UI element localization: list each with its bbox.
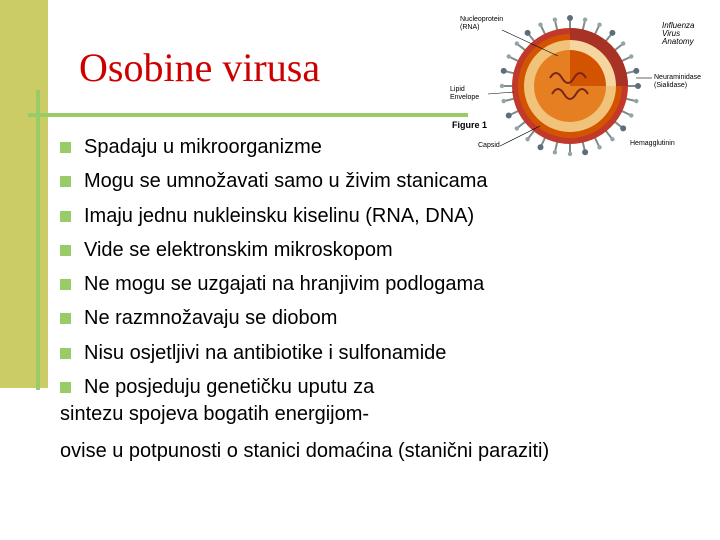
bullet-square-icon xyxy=(60,142,71,153)
list-item: Imaju jednu nukleinsku kiselinu (RNA, DNA) xyxy=(60,199,488,233)
spike-head xyxy=(621,41,625,45)
list-item: Ne razmnožavaju se diobom xyxy=(60,301,488,335)
list-item: Ne mogu se uzgajati na hranjivim podlogama xyxy=(60,267,488,301)
bullet-list xyxy=(60,130,488,404)
accent-side-bar xyxy=(0,0,48,388)
spike-head xyxy=(506,113,512,119)
label-lipid-envelope: Lipid Envelope xyxy=(450,86,480,101)
list-item: Spadaju u mikroorganizme xyxy=(60,130,488,164)
spike-head xyxy=(634,99,638,103)
spike-head xyxy=(568,152,572,156)
label-influenza-anatomy: Influenza Virus Anatomy xyxy=(662,21,695,46)
slide-title: Osobine virusa xyxy=(79,45,321,90)
spike-head xyxy=(583,18,587,22)
bullet-square-icon xyxy=(60,279,71,290)
bullet-square-icon xyxy=(60,176,71,187)
label-nucleoprotein: Nucleoprotein (RNA) xyxy=(460,16,504,31)
figure-caption: Figure 1 xyxy=(452,120,488,130)
continuation-line-2: ovise u potpunosti o stanici domaćina (stanični paraziti) xyxy=(60,440,550,462)
bullet-square-icon xyxy=(60,245,71,256)
bullet-square-icon xyxy=(60,313,71,324)
spike-head xyxy=(567,15,573,21)
spike-head xyxy=(501,68,507,74)
list-item: Vide se elektronskim mikroskopom xyxy=(60,233,488,267)
spike-head xyxy=(635,83,641,89)
list-item: Nisu osjetljivi na antibiotike i sulfonamide xyxy=(60,336,488,370)
spike-head xyxy=(507,54,511,58)
spike-head xyxy=(633,68,639,74)
list-item: Ne posjeduju genetičku uputu za xyxy=(60,370,488,404)
title-rule xyxy=(28,113,468,117)
spike-head xyxy=(582,149,588,155)
spike-head xyxy=(525,30,531,36)
spike-head xyxy=(597,23,601,27)
spike-head xyxy=(597,145,601,149)
bullet-square-icon xyxy=(60,382,71,393)
list-item: Mogu se umnožavati samo u živim stanicama xyxy=(60,164,488,198)
spike-head xyxy=(537,144,543,150)
continuation-line-1: sintezu spojeva bogatih energijom- xyxy=(60,403,370,425)
label-capsid: Capsid xyxy=(478,142,500,149)
spike-head xyxy=(609,30,615,36)
bullet-square-icon xyxy=(60,348,71,359)
spike-head xyxy=(525,137,529,141)
label-hemagglutinin: Hemagglutinin xyxy=(630,140,675,147)
bullet-square-icon xyxy=(60,211,71,222)
spike-head xyxy=(610,137,614,141)
label-neuraminidase: Neuraminidase (Sialidase) xyxy=(654,74,702,89)
spike-head xyxy=(629,113,633,117)
spike-head xyxy=(502,99,506,103)
spike-head xyxy=(553,150,557,154)
spike-head xyxy=(515,126,519,130)
spike-head xyxy=(515,41,519,45)
spike-head xyxy=(629,54,633,58)
spike-head xyxy=(620,125,626,131)
spike-head xyxy=(553,18,557,22)
spike-head xyxy=(538,23,542,27)
side-rule xyxy=(36,90,40,390)
spike-head xyxy=(500,84,504,88)
